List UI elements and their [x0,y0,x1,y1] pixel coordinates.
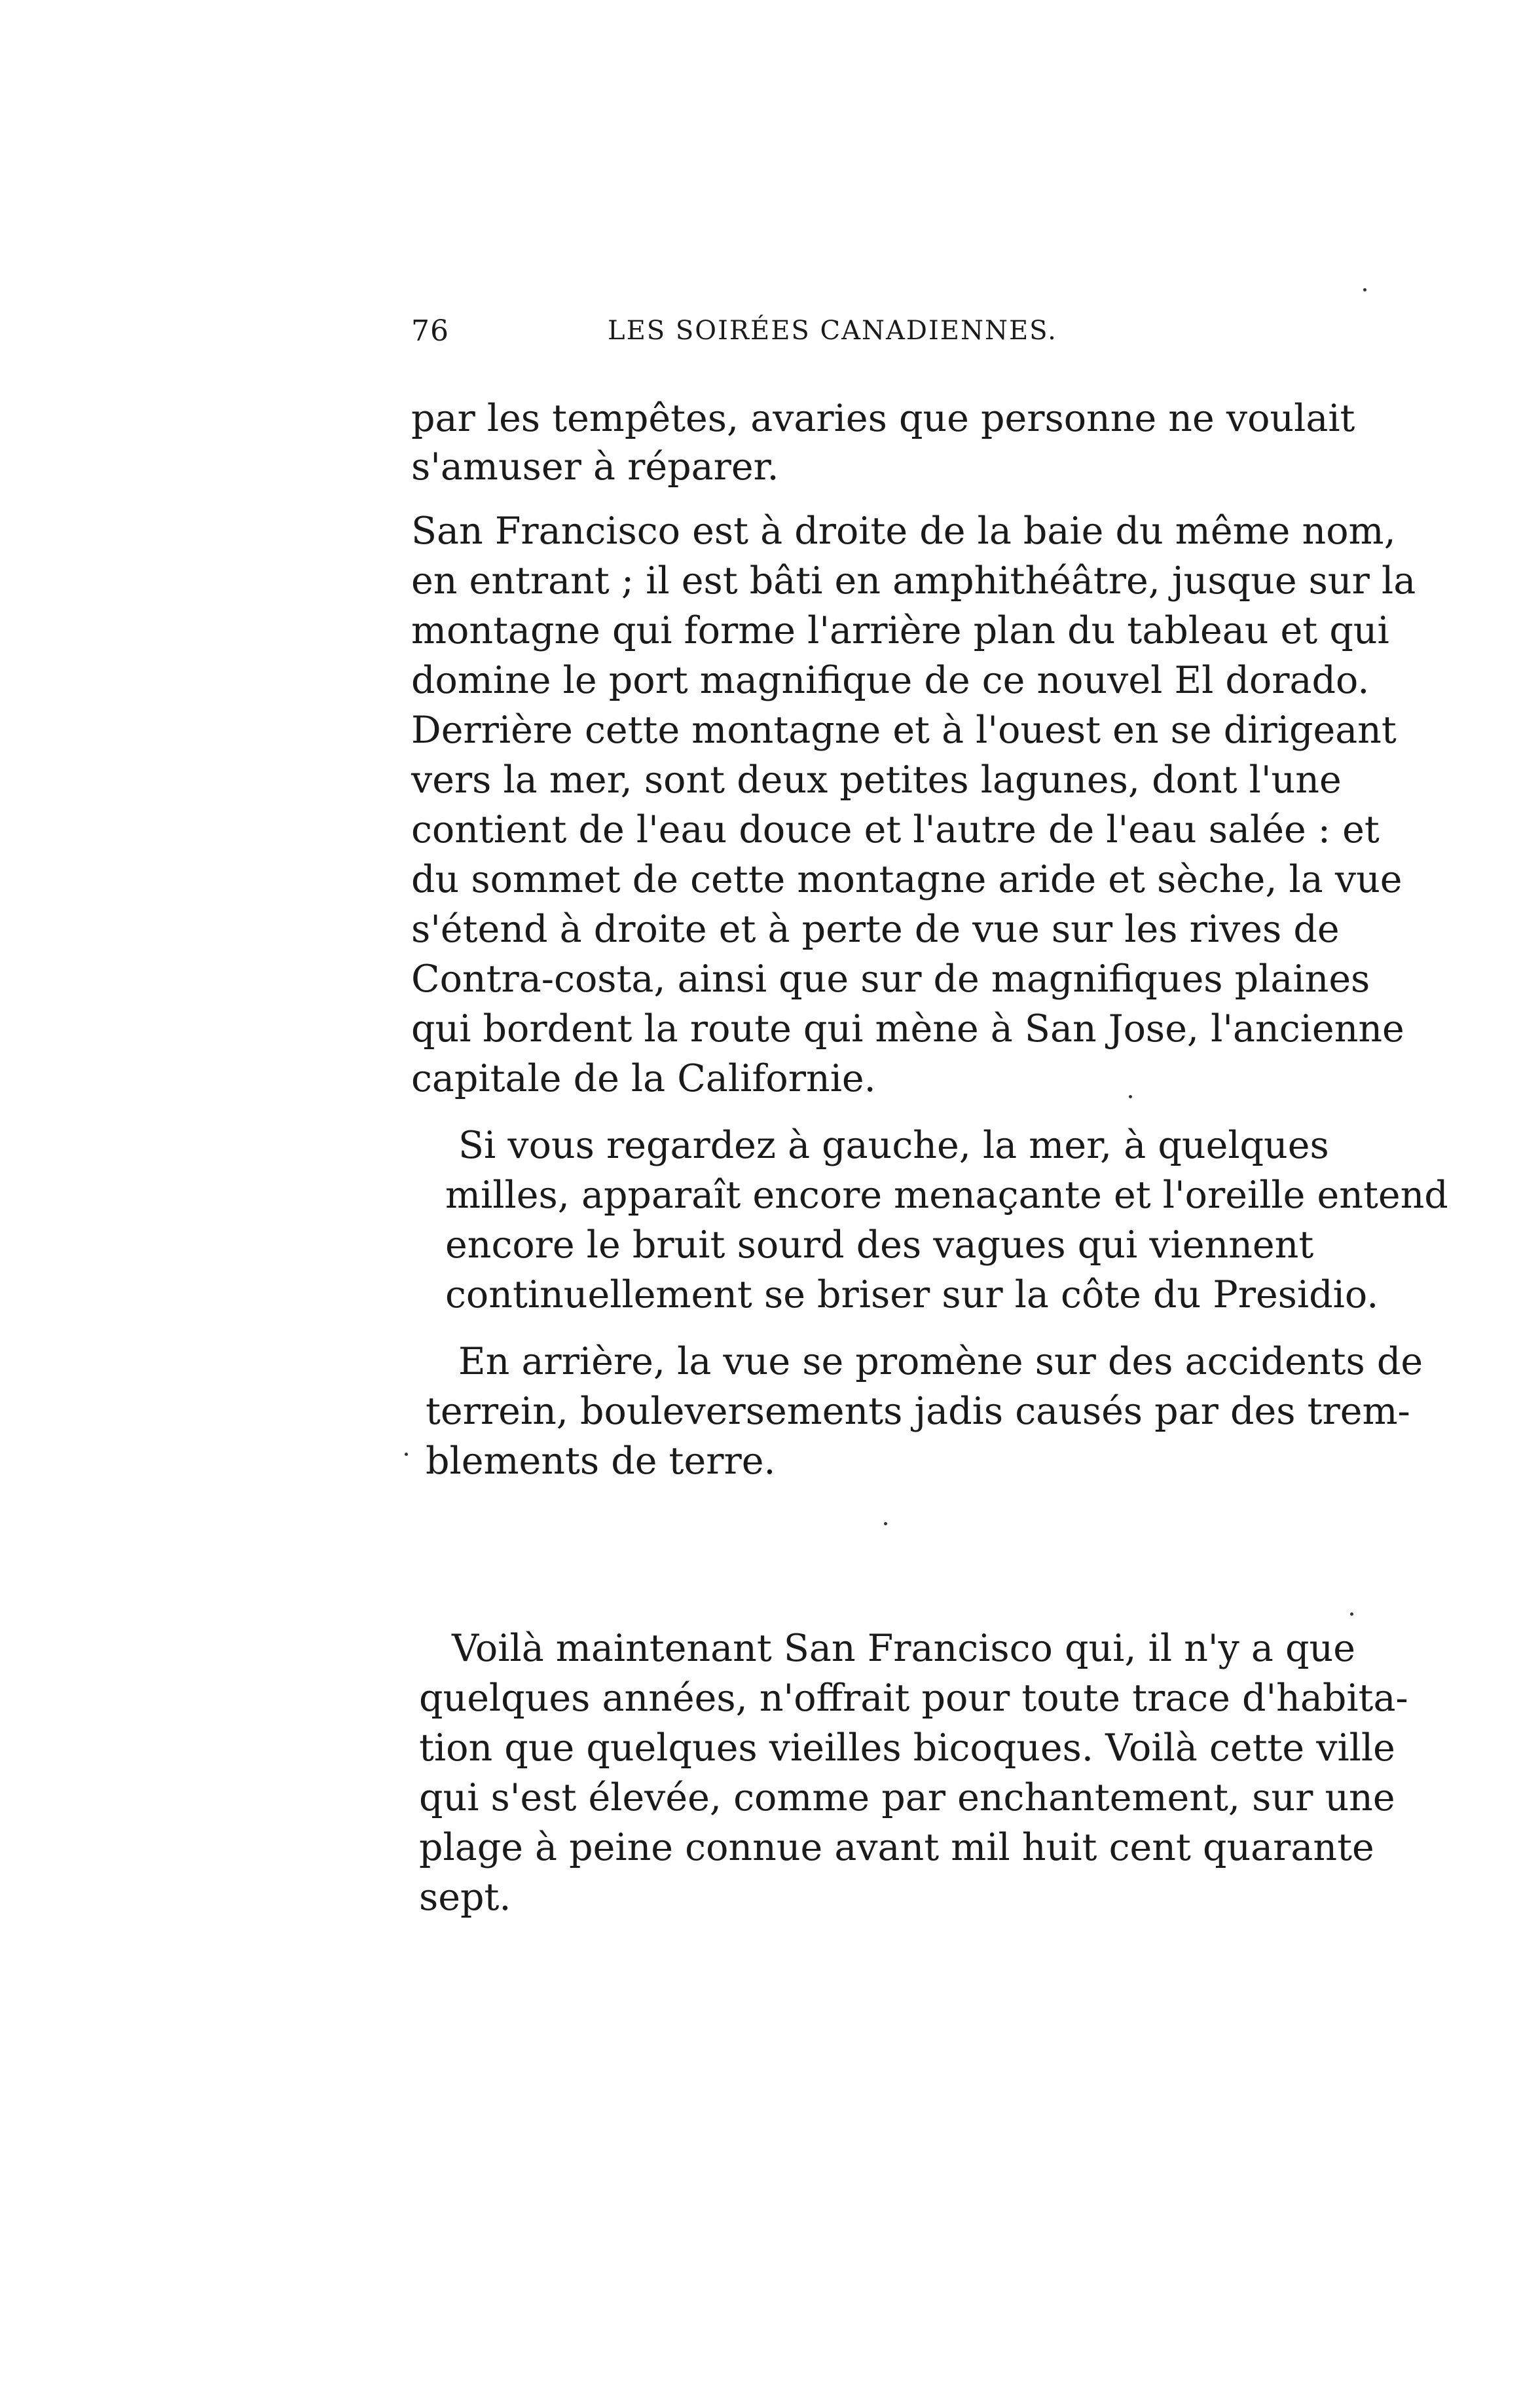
text-line: montagne qui forme l'arrière plan du tableau et qui [411,609,1389,652]
text-line: Voilà maintenant San Francisco qui, il n'y a que [452,1627,1355,1670]
running-header [411,314,1066,360]
text-line: encore le bruit sourd des vagues qui viennent [445,1223,1314,1267]
text-line: quelques années, n'offrait pour toute trace d'habita- [419,1677,1408,1720]
text-line: tion que quelques vieilles bicoques. Voilà cette ville [419,1726,1395,1770]
text-line: Contra-costa, ainsi que sur de magnifiques plaines [411,958,1370,1001]
scan-speck [405,1453,408,1456]
scan-speck [884,1522,887,1525]
text-line: s'étend à droite et à perte de vue sur les rives de [411,908,1340,951]
text-line: plage à peine connue avant mil huit cent quarante [419,1826,1374,1869]
text-line: sept. [419,1876,511,1919]
text-line: terrein, bouleversements jadis causés par des trem- [426,1390,1410,1433]
scan-speck [1350,1612,1353,1616]
text-line: capitale de la Californie. [411,1057,876,1100]
text-line: blements de terre. [426,1440,776,1483]
text-line: Derrière cette montagne et à l'ouest en se dirigeant [411,709,1397,752]
page-number: 76 [411,314,449,348]
text-line: contient de l'eau douce et l'autre de l'eau salée : et [411,808,1380,851]
text-line: En arrière, la vue se promène sur des accidents de [458,1340,1423,1383]
text-line: qui s'est élevée, comme par enchantement, sur une [419,1776,1395,1819]
text-line: vers la mer, sont deux petites lagunes, dont l'une [411,758,1342,802]
text-line: s'amuser à réparer. [411,445,779,489]
text-line: qui bordent la route qui mène à San Jose, l'ancienne [411,1007,1404,1051]
text-line: du sommet de cette montagne aride et sèche, la vue [411,858,1402,901]
scan-speck [1363,288,1366,291]
text-line: Si vous regardez à gauche, la mer, à quelques [458,1124,1329,1167]
text-line: milles, apparaît encore menaçante et l'oreille entend [445,1174,1448,1217]
text-line: San Francisco est à droite de la baie du même nom, [411,510,1396,553]
text-line: domine le port magnifique de ce nouvel El dorado. [411,659,1370,702]
text-line: par les tempêtes, avaries que personne ne voulait [411,397,1355,440]
scan-speck [1129,1095,1132,1098]
text-line: en entrant ; il est bâti en amphithéâtre, jusque sur la [411,559,1416,603]
running-title: LES SOIRÉES CANADIENNES. [608,316,1057,346]
text-line: continuellement se briser sur la côte du Presidio. [445,1273,1379,1316]
